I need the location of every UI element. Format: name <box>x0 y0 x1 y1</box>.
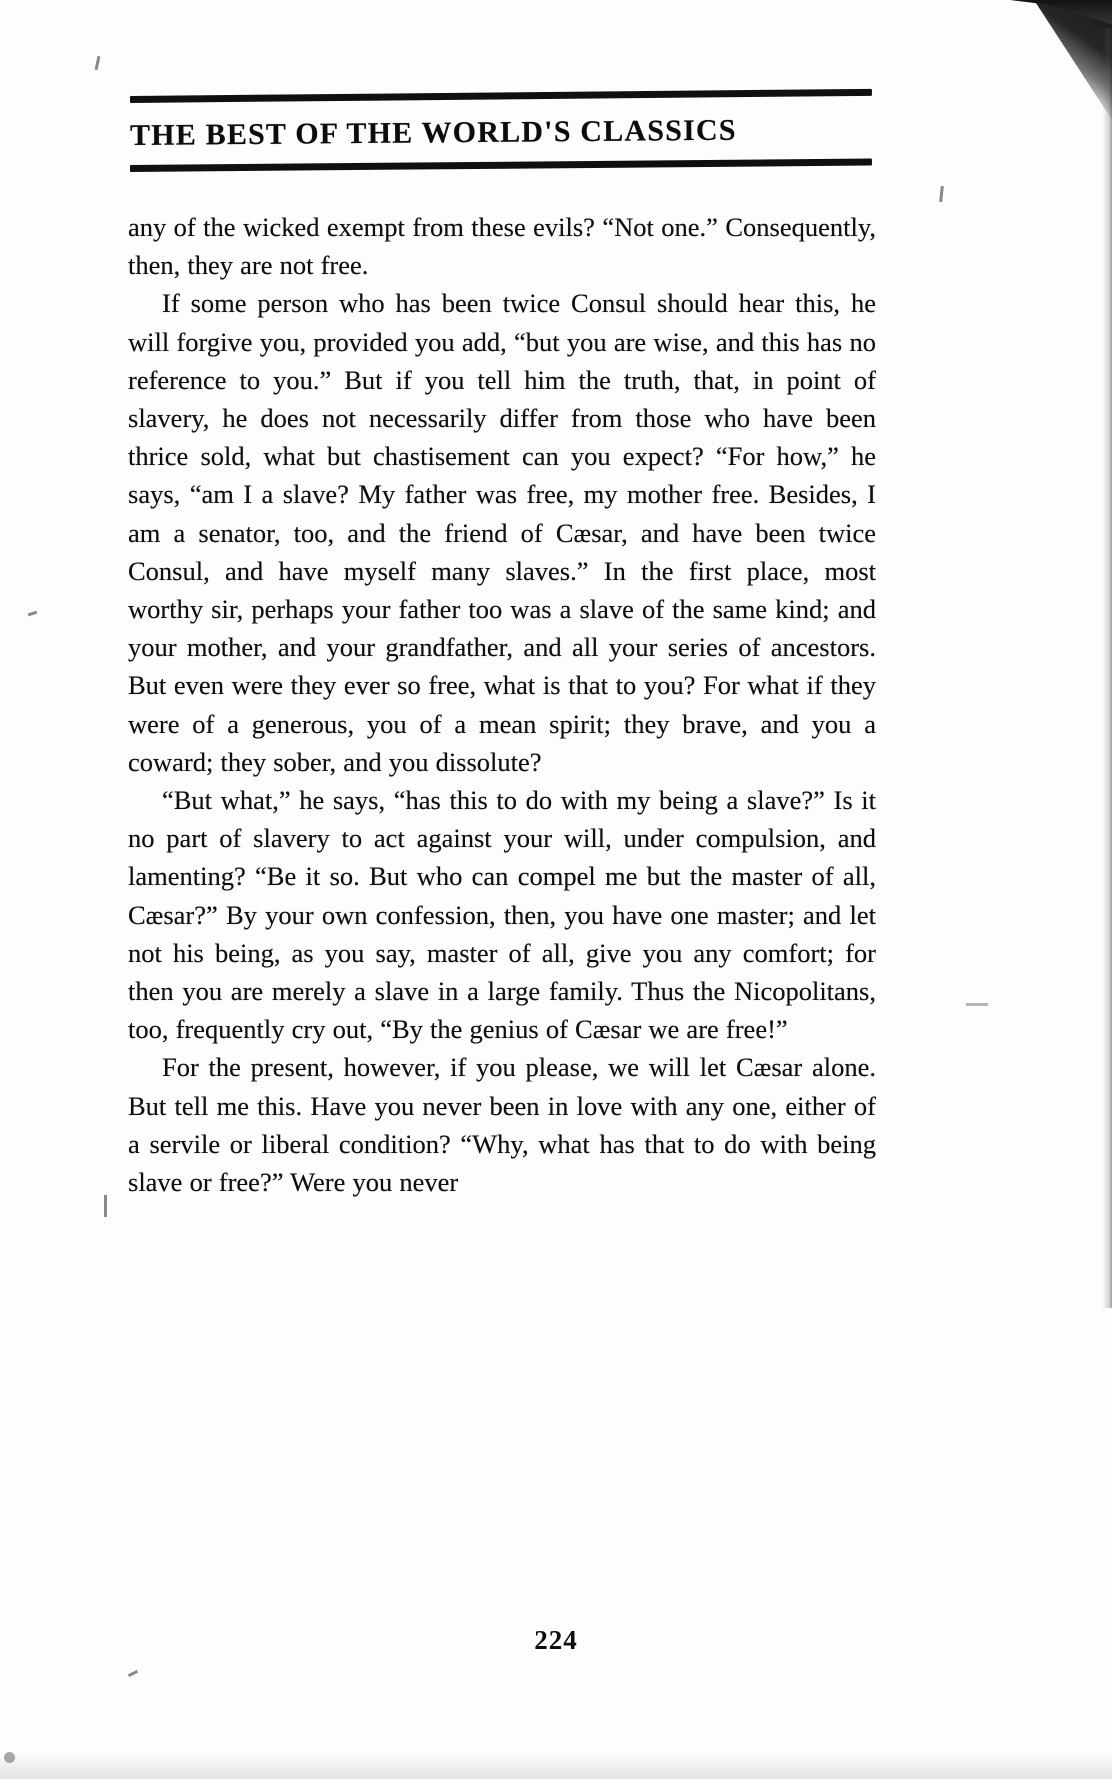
paragraph: For the present, however, if you please, we will let Cæsar alone. But tell me this. Have you never been in love with any one, either of a servile or liberal condition? “Why, what has that to do with being slave or free?” Were you never <box>128 1052 876 1198</box>
scan-artifact-mark <box>939 186 944 202</box>
paragraph: “But what,” he says, “has this to do with my being a slave?” Is it no part of slavery to act against your will, under compulsion, and lamenting? “Be it so. But who can compel me but the master of all, Cæsar?” By your own confession, then, you have one master; and let not his being, as you say, master of all, give you any comfort; for then you are merely a slave in a large family. Thus the Nicopolitans, too, frequently cry out, “By the genius of Cæsar we are free!” <box>128 785 876 1045</box>
body-text-column <box>128 208 876 1201</box>
scan-artifact-mark <box>128 1670 138 1677</box>
scan-artifact-mark <box>4 1752 15 1763</box>
header-rule-top <box>130 89 872 103</box>
page-bottom-edge-shadow <box>0 1753 1112 1779</box>
scan-artifact-mark <box>104 1195 107 1217</box>
running-head: THE BEST OF THE WORLD'S CLASSICS <box>129 113 737 152</box>
paragraph: any of the wicked exempt from these evils? “Not one.” Consequently, then, they are not free. <box>128 212 876 281</box>
scan-artifact-mark <box>95 56 101 70</box>
scan-artifact-mark <box>966 1003 988 1006</box>
header-rule-bottom <box>130 159 872 172</box>
page-corner-curl <box>962 0 1112 120</box>
scan-artifact-mark <box>28 611 37 617</box>
paragraph: If some person who has been twice Consul should hear this, he will forgive you, provided you add, “but you are wise, and this has no reference to you.” But if you tell him the truth, that, in point of slavery, he does not necessarily differ from those who have been thrice sold, what but chastisement can you expect? “For how,” he says, “am I a slave? My father was free, my mother free. Besides, I am a senator, too, and the friend of Cæsar, and have been twice Consul, and have myself many slaves.” In the first place, most worthy sir, perhaps your father too was a slave of the same kind; and your mother, and your grandfather, and all your series of ancestors. But even were they ever so free, what is that to you? For what if they were of a generous, you of a mean spirit; they brave, and you a coward; they sober, and you dissolute? <box>128 288 876 777</box>
page-header <box>130 96 872 172</box>
page-number: 224 <box>534 1625 578 1655</box>
page-right-edge-shadow <box>1102 28 1112 1308</box>
